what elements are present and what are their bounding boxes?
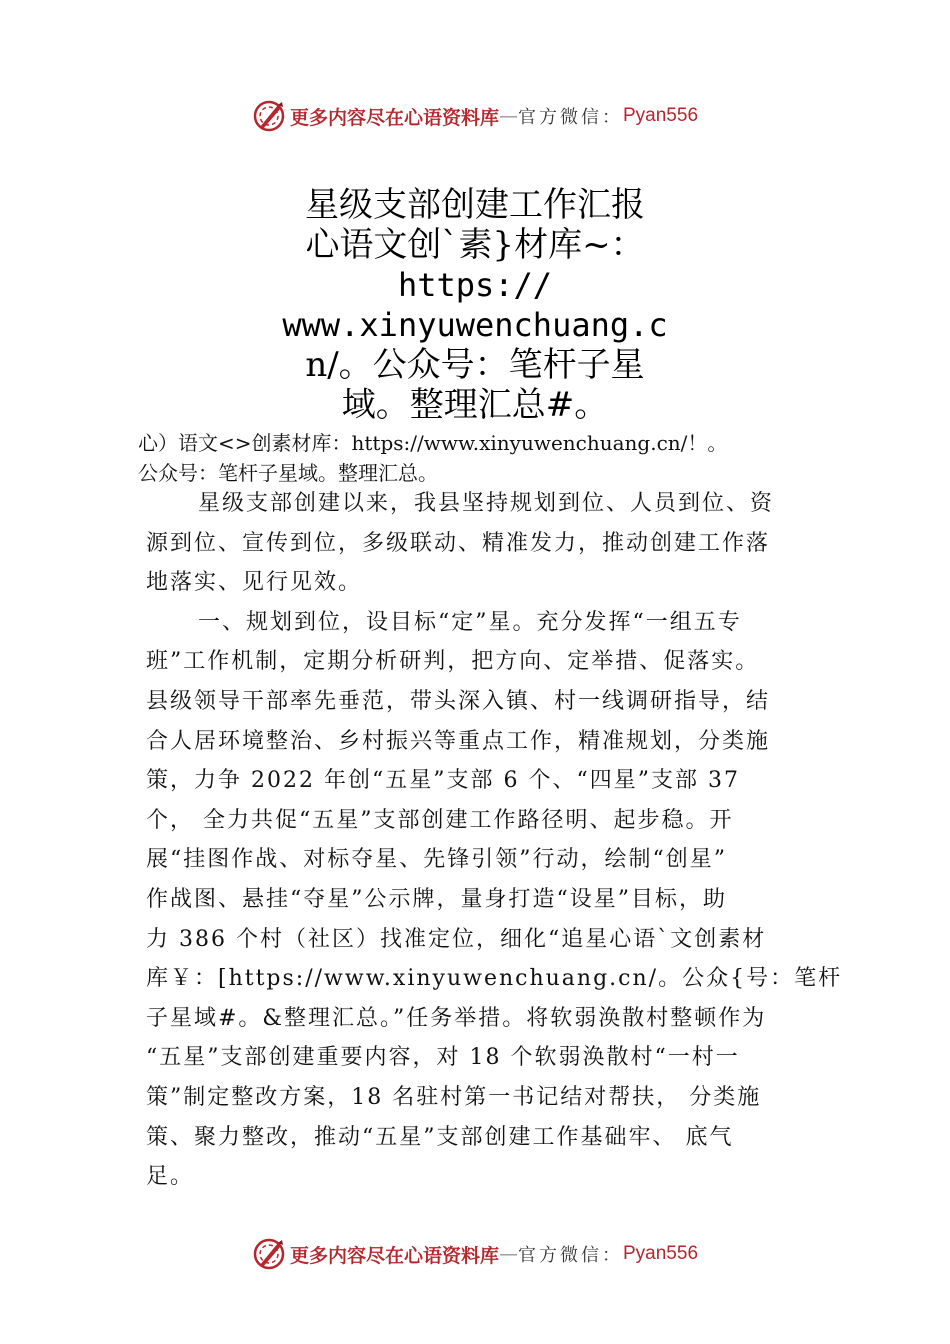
paragraph-line: 县级领导干部率先垂范，带头深入镇、村一线调研指导，结 bbox=[146, 688, 771, 714]
footer-wechat-id: Pyan556 bbox=[623, 1243, 699, 1264]
paragraph-line: 力 386 个村（社区）找准定位，细化“追星心语`文创素材 bbox=[146, 926, 767, 952]
paragraph-line: 班”工作机制，定期分析研判，把方向、定举措、促落实。 bbox=[146, 649, 760, 675]
header-separator: — bbox=[499, 105, 518, 127]
title-line: 心语文创`素}材库~： bbox=[305, 225, 645, 265]
paragraph-line: 策、聚力整改，推动“五星”支部创建工作基础牢、 底气 bbox=[146, 1124, 734, 1150]
paragraph-line: 库￥：[https://www.xinyuwenchuang.cn/。公众{号：笔杆 bbox=[146, 966, 843, 992]
title-line: www.xinyuwenchuang.c bbox=[282, 306, 668, 344]
document-title bbox=[150, 185, 800, 425]
title-line: https:// bbox=[397, 266, 553, 304]
paragraph-line: 个， 全力共促“五星”支部创建工作路径明、起步稳。开 bbox=[146, 807, 734, 833]
pen-quill-seal-icon bbox=[252, 1237, 286, 1271]
footer-wechat-label: 官方微信： bbox=[518, 1245, 623, 1266]
header-brand-text: 更多内容尽在心语资料库 bbox=[289, 106, 499, 129]
document-body bbox=[146, 484, 843, 1197]
source-note-line: 心）语文<>创素材库：https://www.xinyuwenchuang.cn/！。 bbox=[138, 431, 728, 455]
paragraph-line: 地落实、见行见效。 bbox=[146, 570, 363, 596]
footer-brand-text: 更多内容尽在心语资料库 bbox=[289, 1244, 499, 1267]
paragraph-line: 展“挂图作战、对标夺星、先锋引领”行动，绘制“创星” bbox=[146, 847, 727, 873]
footer-banner bbox=[0, 1234, 950, 1274]
paragraph-line: 作战图、悬挂“夺星”公示牌，量身打造“设星”目标，助 bbox=[146, 886, 727, 912]
source-note bbox=[138, 428, 828, 488]
paragraph-line: 星级支部创建以来，我县坚持规划到位、人员到位、资 bbox=[198, 491, 775, 516]
paragraph-line: 策，力争 2022 年创“五星”支部 6 个、“四星”支部 37 bbox=[146, 768, 740, 794]
title-line: 域。整理汇总#。 bbox=[341, 385, 609, 425]
paragraph-line: 合人居环境整治、乡村振兴等重点工作，精准规划，分类施 bbox=[146, 728, 771, 754]
paragraph-line: 源到位、宣传到位，多级联动、精准发力，推动创建工作落 bbox=[146, 530, 771, 556]
source-note-line: 公众号：笔杆子星域。整理汇总。 bbox=[138, 461, 438, 485]
pen-quill-seal-icon bbox=[252, 99, 286, 133]
paragraph-line: 策”制定整改方案，18 名驻村第一书记结对帮扶， 分类施 bbox=[146, 1084, 762, 1110]
paragraph-line: 一、规划到位，设目标“定”星。充分发挥“一组五专 bbox=[198, 609, 742, 635]
paragraph-line: 足。 bbox=[146, 1164, 195, 1190]
title-line: n/。公众号：笔杆子星 bbox=[305, 345, 645, 385]
header-wechat-label: 官方微信： bbox=[518, 107, 623, 128]
header-wechat-id: Pyan556 bbox=[623, 105, 699, 126]
paragraph-line: 子星域#。&整理汇总。”任务举措。将软弱涣散村整顿作为 bbox=[146, 1005, 767, 1031]
header-banner bbox=[0, 96, 950, 136]
footer-separator: — bbox=[499, 1243, 518, 1265]
title-line: 星级支部创建工作汇报 bbox=[305, 185, 645, 225]
paragraph-line: “五星”支部创建重要内容，对 18 个软弱涣散村“一村一 bbox=[146, 1045, 740, 1071]
